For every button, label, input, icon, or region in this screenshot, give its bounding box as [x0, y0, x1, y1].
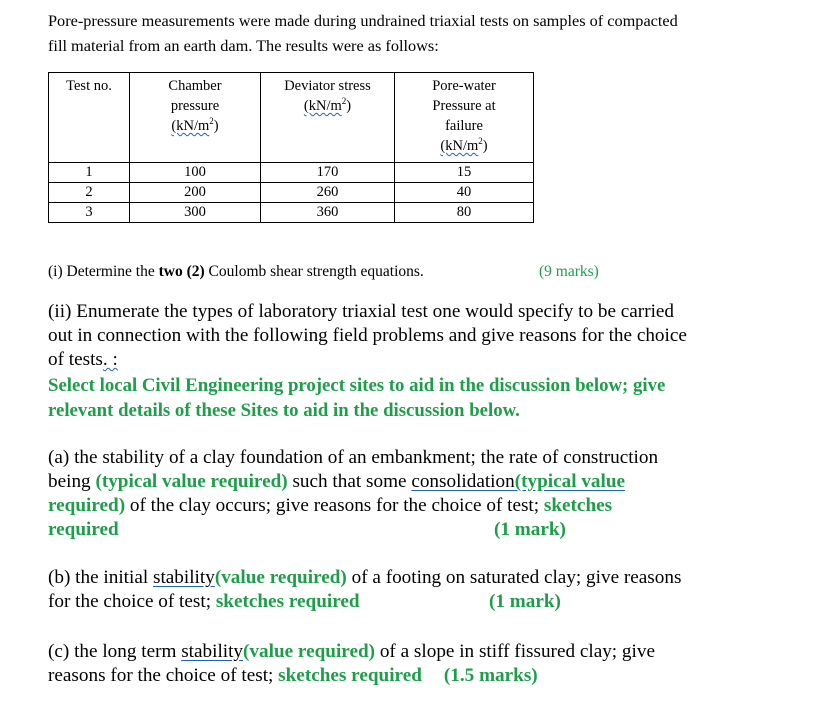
q2-line-3: of tests: [48, 349, 103, 370]
part-b-marks: (1 mark): [489, 591, 561, 612]
cell-deviator: 260: [261, 183, 395, 203]
q1-marks: (9 marks): [539, 263, 599, 280]
results-table: [48, 72, 534, 223]
cell-pore: 40: [395, 183, 534, 203]
part-c: (c) the long term stability(value required) of a slope in stiff fissured clay; give reasons for the choice of test; sketches required (1.5 marks): [48, 641, 655, 686]
intro-line-2: fill material from an earth dam. The results were as follows:: [48, 36, 439, 55]
table-header-row: [49, 73, 534, 163]
q1-bold: two (2): [158, 263, 205, 280]
part-c-marks: (1.5 marks): [443, 665, 538, 686]
intro-paragraph: [48, 8, 788, 58]
table-row: [49, 203, 534, 223]
question-ii: (ii) Enumerate the types of laboratory triaxial test one would specify to be carried out in connection with the following field problems and give reasons for the choice of tests. :: [48, 300, 793, 372]
cell-test: 3: [49, 203, 130, 223]
header-chamber-pressure: Chamber pressure $(kN/m^2)$: [130, 73, 261, 163]
question-i: (i) Determine the two (2) Coulomb shear strength equations. (9 marks): [48, 263, 599, 280]
cell-deviator: 170: [261, 163, 395, 183]
part-a: (a) the stability of a clay foundation of an embankment; the rate of construction being (typical value required) such that some consolidation(typical value required) of the clay occurs; give reasons for the choice of test; sketches required (1 mark): [48, 447, 659, 540]
table-row: [49, 163, 534, 183]
table-row: [49, 183, 534, 203]
cell-test: 2: [49, 183, 130, 203]
cell-test: 1: [49, 163, 130, 183]
part-b: (b) the initial stability(value required) of a footing on saturated clay; give reasons for the choice of test; sketches required (1 mark): [48, 567, 682, 612]
header-pore-water-pressure: Pore-water Pressure at failure $(kN/m^2)$: [395, 73, 534, 163]
cell-chamber: 200: [130, 183, 261, 203]
intro-line-1: Pore-pressure measurements were made during undrained triaxial tests on samples of compacted: [48, 11, 678, 30]
q2-line-2: out in connection with the following field problems and give reasons for the choice: [48, 325, 687, 346]
cell-pore: 15: [395, 163, 534, 183]
cell-deviator: 360: [261, 203, 395, 223]
header-deviator-stress: Deviator stress $(kN/m^2)$: [261, 73, 395, 163]
part-a-marks: (1 mark): [494, 519, 566, 540]
cell-pore: 80: [395, 203, 534, 223]
cell-chamber: 300: [130, 203, 261, 223]
q2-line-1: (ii) Enumerate the types of laboratory triaxial test one would specify to be carried: [48, 301, 675, 322]
header-test-no: Test no.: [49, 73, 130, 163]
instruction-text: Select local Civil Engineering project sites to aid in the discussion below; give relevant details of these Sites to aid in the discussion below.: [48, 375, 666, 421]
cell-chamber: 100: [130, 163, 261, 183]
